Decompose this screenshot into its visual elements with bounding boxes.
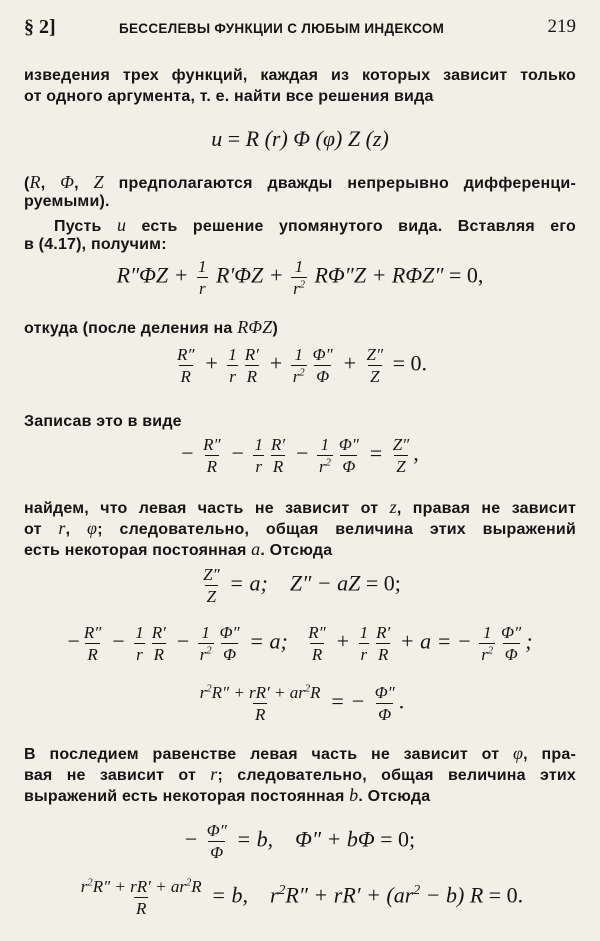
equation-separated: − $\frac{R''}{R}$ − $\frac{1}{r}$ $\frac{R'}{R}$ − $\frac{1}{r^2}$ $\frac{\Phi''}{\Phi}$ = $\frac{Z''}{Z}$ , xyxy=(181,435,419,476)
paragraph-line: найдем, что левая часть не зависит от z, правая не зависит xyxy=(24,497,576,517)
equation-substituted: R″ΦZ + $\frac{1}{r}$ R′ΦZ + $\frac{1}{r^2}$ RΦ″Z + RΦZ″ = 0, xyxy=(116,257,484,298)
paragraph-line: В последием равенстве левая часть не зависит от φ, пра- xyxy=(24,743,576,763)
paragraph-line: Записав это в виде xyxy=(24,413,182,430)
page-number: 219 xyxy=(547,16,576,37)
equation-bessel-radial: $\frac{r^2R'' + rR' + ar^2R}{R}$ = b, $r^2R'' + rR' + (ar^2 - b) R = 0$. xyxy=(80,877,524,918)
equation-divided: $\frac{R''}{R}$ + $\frac{1}{r}$ $\frac{R'}{R}$ + $\frac{1}{r^2}$ $\frac{\Phi''}{\Phi}$ + $\frac{Z''}{Z}$ = 0. xyxy=(176,345,428,386)
paragraph-line: есть некоторая постоянная a. Отсюда xyxy=(24,539,333,559)
paragraph-line: выражений есть некоторая постоянная b. Отсюда xyxy=(24,785,431,805)
paragraph-line: (R, Φ, Z предполагаются дважды непрерывно дифференци- xyxy=(24,172,576,192)
section-marker: § 2] xyxy=(24,16,56,38)
equation-phi: − $\frac{\Phi''}{\Phi}$ = b, Φ″ + bΦ = 0; xyxy=(184,821,416,862)
paragraph-line: руемыми). xyxy=(24,193,110,210)
paragraph-line: откуда (после деления на RΦZ) xyxy=(24,317,279,337)
equation-radial-angular: − $\frac{R''}{R}$ − $\frac{1}{r}$ $\frac{R'}{R}$ − $\frac{1}{r^2}$ $\frac{\Phi''}{\Phi}$ = a; $\frac{R''}{R}$ + $\frac{1}{r}$ $\frac{R'}{R}$ + a = − $\frac{1}{r^2}$ $\frac{\Phi''}{\Phi}$ ; xyxy=(67,623,533,664)
paragraph-line: от одного аргумента, т. е. найти все решения вида xyxy=(24,88,434,105)
paragraph-line: Пусть u есть решение упомянутого вида. Вставляя его xyxy=(54,215,577,235)
equation-radial-combined: $\frac{r^2R'' + rR' + ar^2R}{R}$ = − $\frac{\Phi''}{\Phi}$ . xyxy=(199,683,405,724)
running-header xyxy=(24,16,576,44)
paragraph-line: изведения трех функций, каждая из которых зависит только xyxy=(24,67,576,84)
equation-product-form: u = R (r) Φ (φ) Z (z) xyxy=(211,126,389,151)
paragraph-line: от r, φ; следовательно, общая величина этих выражений xyxy=(24,518,576,538)
paragraph-line: в (4.17), получим: xyxy=(24,236,167,253)
paragraph-line: вая не зависит от r; следовательно, общая величина этих xyxy=(24,764,576,784)
running-title: БЕССЕЛЕВЫ ФУНКЦИИ С ЛЮБЫМ ИНДЕКСОМ xyxy=(119,21,445,36)
equation-z: $\frac{Z''}{Z}$ = a; Z″ − aZ = 0; xyxy=(203,565,401,606)
